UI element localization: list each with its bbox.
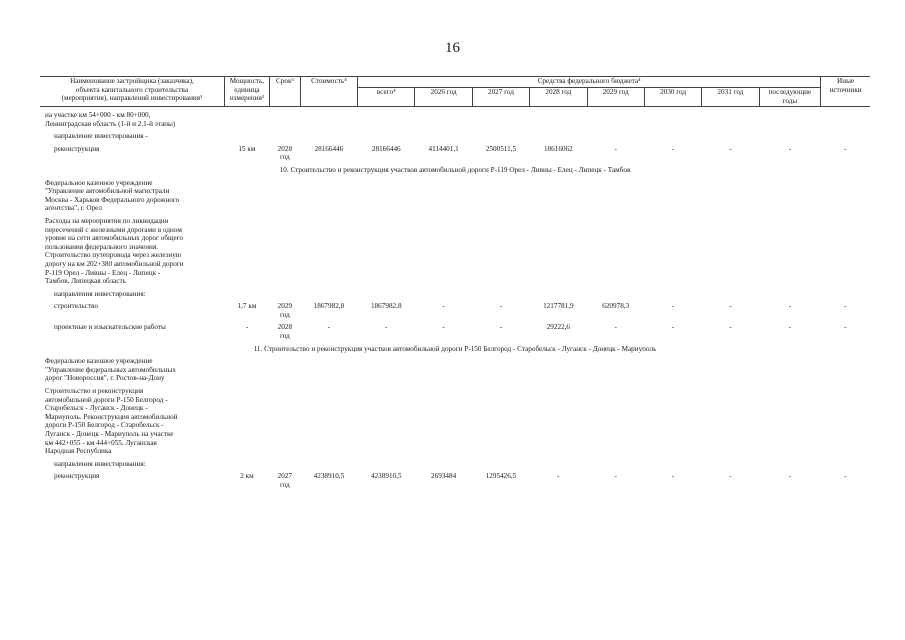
header-term: Срок³	[269, 77, 300, 107]
developer-name: Федеральное казенное учреждение "Управление федеральных автомобильных дорог "Новороссия", г. Ростов-на-Дону	[45, 357, 176, 383]
header-other-sources: Иные источники	[821, 77, 870, 107]
header-following-years: последующие годы	[759, 88, 821, 107]
header-2031: 2031 год	[702, 88, 759, 107]
header-federal-budget: Средства федерального бюджета⁴	[358, 77, 821, 88]
table-row: проектные и изыскательские работы - 2028 год - - - - 29222,6 - - - - -	[54, 323, 847, 341]
header-2027: 2027 год	[472, 88, 529, 107]
direction-label: направления инвестирования:	[54, 289, 146, 298]
header-2028: 2028 год	[530, 88, 587, 107]
header-name: Наименование застройщика (заказчика), объекта капитального строительства (мероприятия), направлений инвестирования¹	[40, 77, 224, 107]
section-title: 11. Строительство и реконструкция участков автомобильной дороги Р-150 Белгород - Старобельск - Луганск - Донецк - Мариуполь	[253, 344, 657, 353]
table-row: строительство 1,7 км 2029 год 1867982,8 1867982,8 - - 1217781,9 620978,3 - - - -	[54, 302, 847, 319]
table-row: реконструкция 15 км 2028 год 28166446 28166446 4114401,1 2500511,5 18616062 - - - - -	[54, 144, 847, 162]
section-title: 10. Строительство и реконструкция участков автомобильной дороги Р-119 Орел - Ливны - Елец - Липецк - Тамбов	[279, 165, 631, 174]
table-row: реконструкция 2 км 2027 год 4238910,5 4238910,5 2693484 1295426,5 - - - - - -	[54, 472, 847, 489]
header-total: всего⁴	[358, 88, 415, 107]
header-2030: 2030 год	[644, 88, 701, 107]
object-description: Строительство и реконструкция автомобильной дороги Р-150 Белгород - Старобельск - Луганск - Донецк - Мариуполь. Реконструкция автомобильной дороги Р-150 Белгород - Старобельск - Луганск - Донецк - Мариуполь на участке км 442+055 - км 444+055, Луганская Народная Республика	[45, 387, 178, 456]
direction-label: направления инвестирования:	[54, 459, 146, 468]
header-2026: 2026 год	[415, 88, 472, 107]
header-2029: 2029 год	[587, 88, 644, 107]
direction-label: направление инвестирования -	[54, 132, 148, 141]
investment-table	[40, 76, 870, 490]
object-description: Расходы на мероприятия по ликвидации пересечений с железными дорогами в одном уровне на сети автомобильных дорог общего пользования федерального значения. Строительство путепровода через железную дорогу на км 202+380 автомобильной дороги Р-119 Орел - Ливны - Елец - Липецк - Тамбов, Липецкая область	[45, 216, 184, 286]
developer-name: Федеральное казенное учреждение "Управление автомобильной магистрали Москва - Харьков Федерального дорожного агентства", г. Орел	[45, 178, 180, 213]
object-description: на участке км 54+000 - км 80+000, Ленинградская область (1-й и 2.1-й этапы)	[45, 111, 176, 128]
header-cost: Стоимость⁴	[300, 77, 357, 107]
header-capacity: Мощность, единица измерения²	[224, 77, 269, 107]
page-number: 16	[445, 40, 460, 56]
